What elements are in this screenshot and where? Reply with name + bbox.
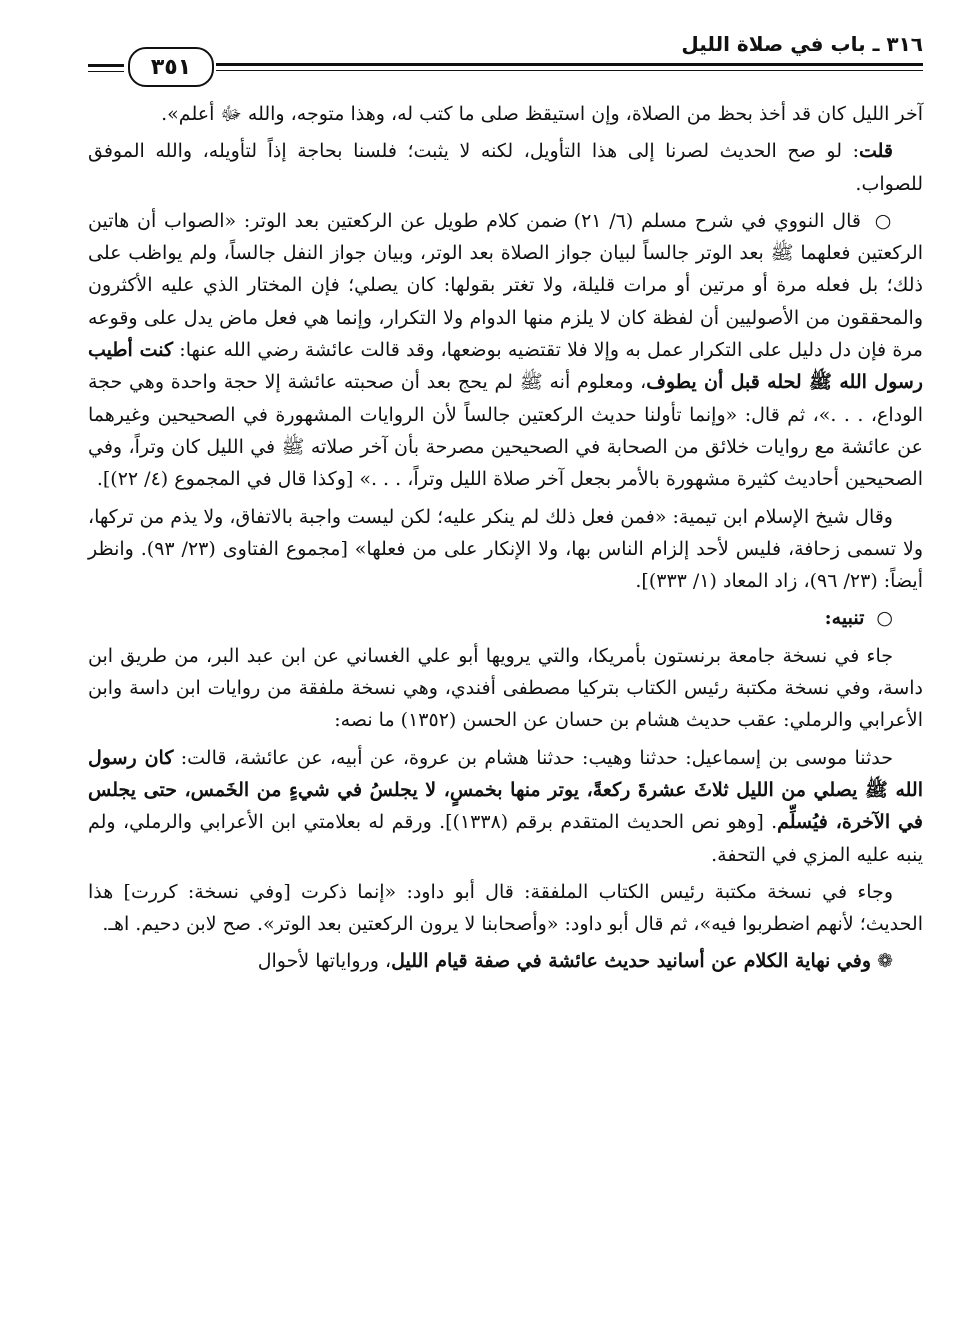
text-segment: . [وهو نص الحديث المتقدم برقم (١٣٣٨)]. ورقم له بعلامتي ابن الأعرابي والرملي، ولم ينبه عليه المزي في التحفة. [88, 811, 923, 866]
chapter-title: ٣١٦ ـ باب في صلاة الليل [681, 32, 923, 56]
bold-text: كنت أطيب رسول الله ﷺ لحله قبل أن يطوف [88, 339, 923, 394]
page-number: ٣٥١ [150, 54, 192, 80]
text-segment: وجاء في نسخة مكتبة رئيس الكتاب الملفقة: قال أبو داود: «إنما ذكرت [وفي نسخة: كررت] هذا الحديث؛ لأنهم اضطربوا فيه»، ثم قال أبو داود: «وأصحابنا لا يرون الركعتين بعد الوتر». صح لابن دحيم. اهـ. [88, 880, 923, 936]
bold-text: قلت [858, 140, 893, 163]
bullet-circle-icon: ○ [866, 209, 893, 232]
paragraph [88, 742, 923, 871]
header-rule-thin [216, 70, 923, 71]
paragraph [88, 602, 923, 634]
header-rule-left [88, 64, 124, 67]
paragraph [88, 501, 923, 598]
text-segment: جاء في نسخة جامعة برنستون بأمريكا، والتي يرويها أبو علي الغساني عن ابن عبد البر، من طريق ابن داسة، وفي نسخة مكتبة رئيس الكتاب بتركيا مصطفى أفندي، وهي نسخة ملفقة من روايات ابن داسة وابن الأعرابي والرملي: عقب حديث هشام بن حسان عن الحسن (١٣٥٢) ما نصه: [88, 644, 923, 732]
text-segment: : لو صح الحديث لصرنا إلى هذا التأويل، لكنه لا يثبت؛ فلسنا بحاجة إذاً لتأويله، والله الموفق للصواب. [88, 140, 923, 195]
text-segment: آخر الليل كان قد أخذ بحظ من الصلاة، وإن استيقظ صلى ما كتب له، وهذا متوجه، والله ﷻ أعلم». [161, 103, 923, 125]
paragraph [88, 135, 923, 200]
bold-text: تنبيه: [824, 607, 865, 630]
paragraph [88, 640, 923, 737]
paragraph [88, 945, 923, 977]
paragraph [88, 205, 923, 496]
paragraph [88, 98, 923, 130]
text-segment: حدثنا موسى بن إسماعيل: حدثنا وهيب: حدثنا هشام بن عروة، عن أبيه، عن عائشة، قالت: [173, 746, 893, 769]
page-number-badge [128, 47, 214, 87]
text-segment: ، ورواياتها لأحوال [257, 950, 392, 973]
text-segment: ❁ [871, 950, 893, 973]
header-rule-left-thin [88, 71, 124, 72]
bullet-circle-icon: ○ [870, 607, 893, 630]
text-segment: ، ومعلوم أنه ﷺ لم يحج بعد أن صحبته عائشة إلا حجة واحدة وهي حجة الوداع، . . .»، ثم قال: «وإنما تأولنا حديث الركعتين جالساً لأن الروايات المشهورة في الصحيحين وغيرهما عن عائشة مع روايات خلائق من الصحابة في الصحيحين مصرحة بأن آخر صلاته ﷺ في الليل كان وتراً، وفي الصحيحين أحاديث كثيرة مشهورة بالأمر بجعل آخر صلاة الليل وتراً، . . .» [وكذا قال في المجموع (٤/ ٢٢)]. [88, 371, 923, 491]
header-rule [216, 63, 923, 66]
page-body [88, 98, 923, 983]
page-header [88, 30, 923, 88]
bold-text: كان رسول الله ﷺ يصلي من الليل ثلاثَ عشرةَ ركعةً، يوتر منها بخمسٍ، لا يجلسُ في شيءٍ من الخَمس، حتى يجلس في الآخرة، فيُسلِّم [88, 746, 923, 834]
text-segment: قال النووي في شرح مسلم (٦/ ٢١) ضمن كلام طويل عن الركعتين بعد الوتر: «الصواب أن هاتين الركعتين فعلهما ﷺ بعد الوتر جالساً لبيان جواز الصلاة بعد الوتر، وبيان جواز النفل جالساً، ولم يواظب على ذلك؛ بل فعله مرة أو مرتين أو مرات قليلة، ولا تغتر بقولها: كان يصلي؛ فإن المختار الذي عليه الأكثرون والمحققون من الأصوليين أن لفظة كان لا يلزم منها الدوام ولا التكرار، وإنما هي فعل ماض يدل على وقوعه مرة فإن دل دليل على التكرار عمل به وإلا فلا تقتضيه بوضعها، وقد قالت عائشة رضي الله عنها: [88, 209, 923, 362]
paragraph [88, 876, 923, 941]
text-segment: وقال شيخ الإسلام ابن تيمية: «فمن فعل ذلك لم ينكر عليه؛ لكن ليست واجبة بالاتفاق، ولا يذم من تركها، ولا تسمى زحافة، فليس لأحد إلزام الناس بها، ولا الإنكار على من فعلها» [مجموع الفتاوى (٢٣/ ٩٣). وانظر أيضاً: (٢٣/ ٩٦)، زاد المعاد (١/ ٣٣٣)]. [88, 505, 923, 593]
bold-text: وفي نهاية الكلام عن أسانيد حديث عائشة في صفة قيام الليل [391, 950, 872, 973]
